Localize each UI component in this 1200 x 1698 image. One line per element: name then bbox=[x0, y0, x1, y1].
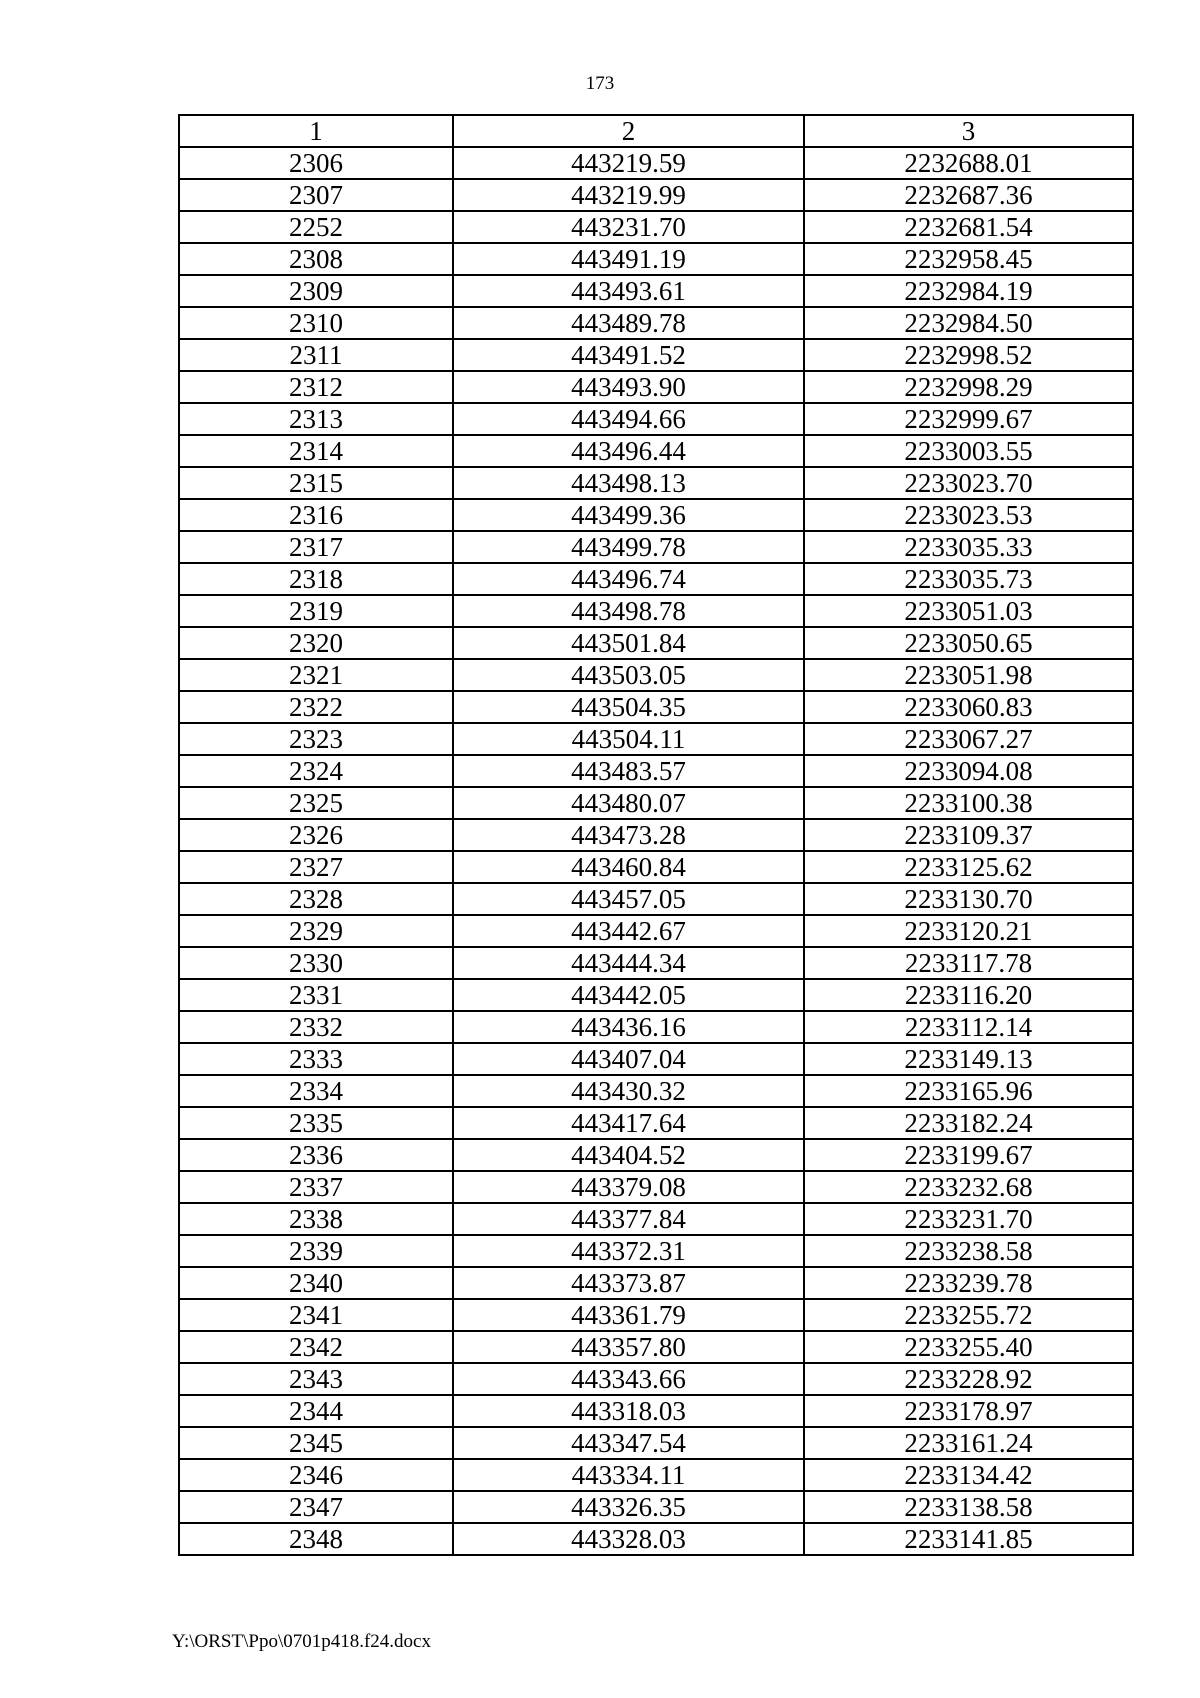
table-row bbox=[179, 435, 1133, 467]
x-coordinate-cell: 443436.16 bbox=[453, 1011, 804, 1043]
y-coordinate-cell: 2233231.70 bbox=[804, 1203, 1133, 1235]
table-row bbox=[179, 659, 1133, 691]
table-row bbox=[179, 819, 1133, 851]
point-number-cell: 2330 bbox=[179, 947, 453, 979]
point-number-cell: 2317 bbox=[179, 531, 453, 563]
x-coordinate-cell: 443498.13 bbox=[453, 467, 804, 499]
point-number-cell: 2338 bbox=[179, 1203, 453, 1235]
y-coordinate-cell: 2233199.67 bbox=[804, 1139, 1133, 1171]
coordinates-table bbox=[178, 114, 1134, 1556]
x-coordinate-cell: 443442.67 bbox=[453, 915, 804, 947]
x-coordinate-cell: 443430.32 bbox=[453, 1075, 804, 1107]
y-coordinate-cell: 2233232.68 bbox=[804, 1171, 1133, 1203]
x-coordinate-cell: 443503.05 bbox=[453, 659, 804, 691]
y-coordinate-cell: 2233116.20 bbox=[804, 979, 1133, 1011]
table-row bbox=[179, 1267, 1133, 1299]
point-number-cell: 2334 bbox=[179, 1075, 453, 1107]
table-row bbox=[179, 755, 1133, 787]
x-coordinate-cell: 443361.79 bbox=[453, 1299, 804, 1331]
x-coordinate-cell: 443483.57 bbox=[453, 755, 804, 787]
point-number-cell: 2324 bbox=[179, 755, 453, 787]
x-coordinate-cell: 443442.05 bbox=[453, 979, 804, 1011]
y-coordinate-cell: 2233239.78 bbox=[804, 1267, 1133, 1299]
table-row bbox=[179, 851, 1133, 883]
point-number-cell: 2346 bbox=[179, 1459, 453, 1491]
point-number-cell: 2328 bbox=[179, 883, 453, 915]
y-coordinate-cell: 2233094.08 bbox=[804, 755, 1133, 787]
point-number-cell: 2314 bbox=[179, 435, 453, 467]
table-row bbox=[179, 1363, 1133, 1395]
table-row bbox=[179, 339, 1133, 371]
y-coordinate-cell: 2233035.33 bbox=[804, 531, 1133, 563]
point-number-cell: 2335 bbox=[179, 1107, 453, 1139]
y-coordinate-cell: 2233051.03 bbox=[804, 595, 1133, 627]
point-number-cell: 2343 bbox=[179, 1363, 453, 1395]
point-number-cell: 2306 bbox=[179, 147, 453, 179]
table-row bbox=[179, 179, 1133, 211]
y-coordinate-cell: 2233228.92 bbox=[804, 1363, 1133, 1395]
table-row bbox=[179, 1299, 1133, 1331]
y-coordinate-cell: 2232681.54 bbox=[804, 211, 1133, 243]
y-coordinate-cell: 2233067.27 bbox=[804, 723, 1133, 755]
x-coordinate-cell: 443372.31 bbox=[453, 1235, 804, 1267]
y-coordinate-cell: 2233255.72 bbox=[804, 1299, 1133, 1331]
table-row bbox=[179, 1459, 1133, 1491]
point-number-cell: 2311 bbox=[179, 339, 453, 371]
x-coordinate-cell: 443499.36 bbox=[453, 499, 804, 531]
x-coordinate-cell: 443496.74 bbox=[453, 563, 804, 595]
table-row bbox=[179, 627, 1133, 659]
point-number-cell: 2336 bbox=[179, 1139, 453, 1171]
point-number-cell: 2313 bbox=[179, 403, 453, 435]
x-coordinate-cell: 443501.84 bbox=[453, 627, 804, 659]
column-header: 3 bbox=[804, 115, 1133, 147]
x-coordinate-cell: 443494.66 bbox=[453, 403, 804, 435]
y-coordinate-cell: 2233023.53 bbox=[804, 499, 1133, 531]
table-row bbox=[179, 467, 1133, 499]
point-number-cell: 2318 bbox=[179, 563, 453, 595]
y-coordinate-cell: 2233120.21 bbox=[804, 915, 1133, 947]
table-row bbox=[179, 243, 1133, 275]
x-coordinate-cell: 443493.61 bbox=[453, 275, 804, 307]
point-number-cell: 2316 bbox=[179, 499, 453, 531]
point-number-cell: 2307 bbox=[179, 179, 453, 211]
y-coordinate-cell: 2233238.58 bbox=[804, 1235, 1133, 1267]
y-coordinate-cell: 2233149.13 bbox=[804, 1043, 1133, 1075]
table-row bbox=[179, 1235, 1133, 1267]
x-coordinate-cell: 443326.35 bbox=[453, 1491, 804, 1523]
x-coordinate-cell: 443343.66 bbox=[453, 1363, 804, 1395]
point-number-cell: 2342 bbox=[179, 1331, 453, 1363]
x-coordinate-cell: 443404.52 bbox=[453, 1139, 804, 1171]
x-coordinate-cell: 443504.35 bbox=[453, 691, 804, 723]
point-number-cell: 2310 bbox=[179, 307, 453, 339]
y-coordinate-cell: 2233255.40 bbox=[804, 1331, 1133, 1363]
point-number-cell: 2344 bbox=[179, 1395, 453, 1427]
point-number-cell: 2308 bbox=[179, 243, 453, 275]
point-number-cell: 2252 bbox=[179, 211, 453, 243]
column-header: 2 bbox=[453, 115, 804, 147]
x-coordinate-cell: 443493.90 bbox=[453, 371, 804, 403]
point-number-cell: 2341 bbox=[179, 1299, 453, 1331]
x-coordinate-cell: 443373.87 bbox=[453, 1267, 804, 1299]
column-header: 1 bbox=[179, 115, 453, 147]
y-coordinate-cell: 2232998.52 bbox=[804, 339, 1133, 371]
point-number-cell: 2320 bbox=[179, 627, 453, 659]
point-number-cell: 2321 bbox=[179, 659, 453, 691]
x-coordinate-cell: 443473.28 bbox=[453, 819, 804, 851]
table-row bbox=[179, 1171, 1133, 1203]
table-row bbox=[179, 1043, 1133, 1075]
y-coordinate-cell: 2233134.42 bbox=[804, 1459, 1133, 1491]
y-coordinate-cell: 2233050.65 bbox=[804, 627, 1133, 659]
table-row bbox=[179, 1491, 1133, 1523]
table-row bbox=[179, 275, 1133, 307]
x-coordinate-cell: 443491.19 bbox=[453, 243, 804, 275]
y-coordinate-cell: 2233023.70 bbox=[804, 467, 1133, 499]
y-coordinate-cell: 2232998.29 bbox=[804, 371, 1133, 403]
x-coordinate-cell: 443417.64 bbox=[453, 1107, 804, 1139]
x-coordinate-cell: 443377.84 bbox=[453, 1203, 804, 1235]
point-number-cell: 2326 bbox=[179, 819, 453, 851]
table-row bbox=[179, 147, 1133, 179]
y-coordinate-cell: 2233117.78 bbox=[804, 947, 1133, 979]
table-row bbox=[179, 1139, 1133, 1171]
point-number-cell: 2323 bbox=[179, 723, 453, 755]
table-row bbox=[179, 1427, 1133, 1459]
x-coordinate-cell: 443334.11 bbox=[453, 1459, 804, 1491]
y-coordinate-cell: 2233060.83 bbox=[804, 691, 1133, 723]
x-coordinate-cell: 443219.99 bbox=[453, 179, 804, 211]
table-row bbox=[179, 563, 1133, 595]
point-number-cell: 2332 bbox=[179, 1011, 453, 1043]
table-row bbox=[179, 691, 1133, 723]
point-number-cell: 2333 bbox=[179, 1043, 453, 1075]
table-row bbox=[179, 1395, 1133, 1427]
y-coordinate-cell: 2232958.45 bbox=[804, 243, 1133, 275]
x-coordinate-cell: 443357.80 bbox=[453, 1331, 804, 1363]
x-coordinate-cell: 443491.52 bbox=[453, 339, 804, 371]
y-coordinate-cell: 2232984.50 bbox=[804, 307, 1133, 339]
y-coordinate-cell: 2233138.58 bbox=[804, 1491, 1133, 1523]
y-coordinate-cell: 2232984.19 bbox=[804, 275, 1133, 307]
table-row bbox=[179, 915, 1133, 947]
table-row bbox=[179, 595, 1133, 627]
x-coordinate-cell: 443347.54 bbox=[453, 1427, 804, 1459]
x-coordinate-cell: 443489.78 bbox=[453, 307, 804, 339]
point-number-cell: 2315 bbox=[179, 467, 453, 499]
point-number-cell: 2325 bbox=[179, 787, 453, 819]
point-number-cell: 2337 bbox=[179, 1171, 453, 1203]
x-coordinate-cell: 443460.84 bbox=[453, 851, 804, 883]
y-coordinate-cell: 2233035.73 bbox=[804, 563, 1133, 595]
table-row bbox=[179, 1011, 1133, 1043]
footer-file-path: Y:\ORST\Ppo\0701p418.f24.docx bbox=[172, 1631, 431, 1652]
table-row bbox=[179, 979, 1133, 1011]
table-row bbox=[179, 883, 1133, 915]
x-coordinate-cell: 443498.78 bbox=[453, 595, 804, 627]
point-number-cell: 2345 bbox=[179, 1427, 453, 1459]
y-coordinate-cell: 2232999.67 bbox=[804, 403, 1133, 435]
x-coordinate-cell: 443504.11 bbox=[453, 723, 804, 755]
y-coordinate-cell: 2233182.24 bbox=[804, 1107, 1133, 1139]
point-number-cell: 2312 bbox=[179, 371, 453, 403]
table-row bbox=[179, 531, 1133, 563]
y-coordinate-cell: 2233100.38 bbox=[804, 787, 1133, 819]
table-row bbox=[179, 499, 1133, 531]
point-number-cell: 2339 bbox=[179, 1235, 453, 1267]
table-row bbox=[179, 1107, 1133, 1139]
table-header-row bbox=[179, 115, 1133, 147]
x-coordinate-cell: 443444.34 bbox=[453, 947, 804, 979]
point-number-cell: 2327 bbox=[179, 851, 453, 883]
table-row bbox=[179, 211, 1133, 243]
point-number-cell: 2319 bbox=[179, 595, 453, 627]
table-row bbox=[179, 947, 1133, 979]
y-coordinate-cell: 2233141.85 bbox=[804, 1523, 1133, 1555]
x-coordinate-cell: 443480.07 bbox=[453, 787, 804, 819]
x-coordinate-cell: 443457.05 bbox=[453, 883, 804, 915]
y-coordinate-cell: 2233165.96 bbox=[804, 1075, 1133, 1107]
x-coordinate-cell: 443499.78 bbox=[453, 531, 804, 563]
table-row bbox=[179, 787, 1133, 819]
point-number-cell: 2331 bbox=[179, 979, 453, 1011]
point-number-cell: 2340 bbox=[179, 1267, 453, 1299]
page-number: 173 bbox=[585, 73, 615, 94]
x-coordinate-cell: 443219.59 bbox=[453, 147, 804, 179]
x-coordinate-cell: 443318.03 bbox=[453, 1395, 804, 1427]
table-row bbox=[179, 1523, 1133, 1555]
y-coordinate-cell: 2232688.01 bbox=[804, 147, 1133, 179]
point-number-cell: 2347 bbox=[179, 1491, 453, 1523]
y-coordinate-cell: 2233003.55 bbox=[804, 435, 1133, 467]
x-coordinate-cell: 443496.44 bbox=[453, 435, 804, 467]
point-number-cell: 2348 bbox=[179, 1523, 453, 1555]
y-coordinate-cell: 2233109.37 bbox=[804, 819, 1133, 851]
point-number-cell: 2322 bbox=[179, 691, 453, 723]
x-coordinate-cell: 443328.03 bbox=[453, 1523, 804, 1555]
table-body bbox=[179, 115, 1133, 1555]
table-row bbox=[179, 307, 1133, 339]
table-row bbox=[179, 1075, 1133, 1107]
y-coordinate-cell: 2233051.98 bbox=[804, 659, 1133, 691]
x-coordinate-cell: 443231.70 bbox=[453, 211, 804, 243]
x-coordinate-cell: 443379.08 bbox=[453, 1171, 804, 1203]
y-coordinate-cell: 2232687.36 bbox=[804, 179, 1133, 211]
x-coordinate-cell: 443407.04 bbox=[453, 1043, 804, 1075]
point-number-cell: 2329 bbox=[179, 915, 453, 947]
table-row bbox=[179, 723, 1133, 755]
y-coordinate-cell: 2233125.62 bbox=[804, 851, 1133, 883]
y-coordinate-cell: 2233130.70 bbox=[804, 883, 1133, 915]
y-coordinate-cell: 2233112.14 bbox=[804, 1011, 1133, 1043]
y-coordinate-cell: 2233161.24 bbox=[804, 1427, 1133, 1459]
table-row bbox=[179, 1203, 1133, 1235]
table-row bbox=[179, 1331, 1133, 1363]
table-row bbox=[179, 403, 1133, 435]
table-row bbox=[179, 371, 1133, 403]
y-coordinate-cell: 2233178.97 bbox=[804, 1395, 1133, 1427]
point-number-cell: 2309 bbox=[179, 275, 453, 307]
